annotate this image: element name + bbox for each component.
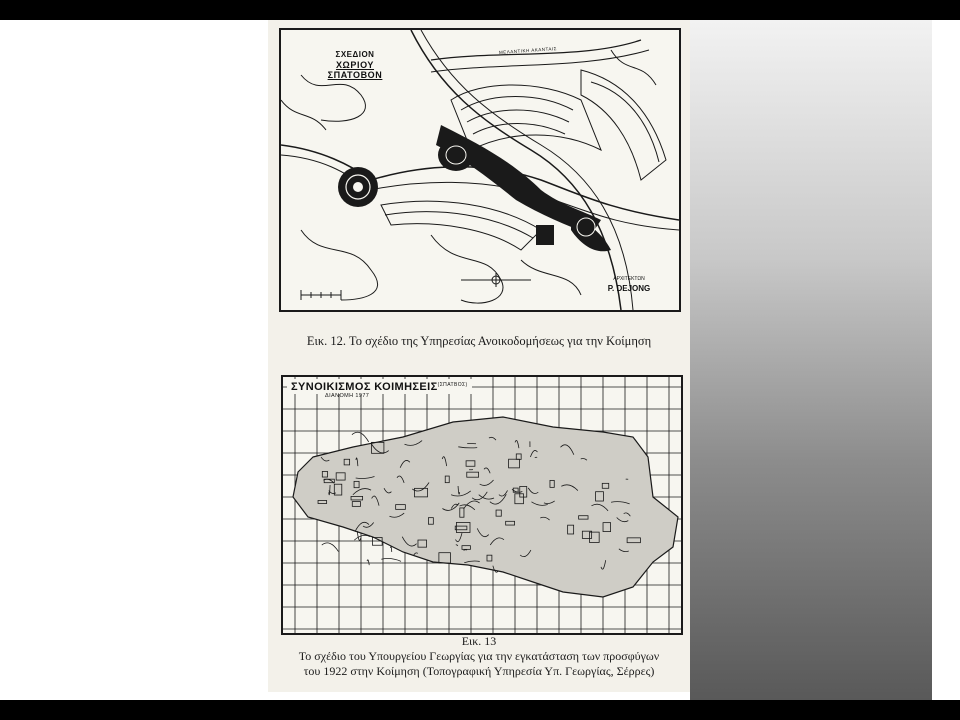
- figure-12-title-top: ΣΧΕΔΙΟΝ: [335, 50, 375, 59]
- figure-13-drawing: [283, 377, 681, 633]
- figure-13-subtitle: ΔΙΑΝΟΜΗ 1977: [325, 393, 370, 399]
- figure-13-caption-line1: Το σχέδιο του Υπουργείου Γεωργίας για την εγκατάσταση των προσφύγων: [298, 649, 660, 663]
- side-gradient-panel: [690, 20, 932, 700]
- right-margin: [932, 20, 960, 700]
- figure-12-architect-name: P. DEJONG: [607, 284, 651, 293]
- figure-12-architect-label: ΑΡΧΙΤΕΚΤΩΝ: [613, 276, 645, 282]
- scanned-book-page: [268, 20, 690, 692]
- figure-13-title: [287, 379, 472, 394]
- figure-12-title-main: ΧΩΡΙΟΥ ΣΠΑΤΟΒΟΝ: [327, 60, 383, 80]
- figure-12-road-label: ΜΕΛΑΝΤΙΚΗ ΑΚΑΝΤΑΙΣ: [498, 45, 558, 56]
- figure-13-caption: [268, 634, 690, 679]
- figure-13-caption-line2: του 1922 στην Κοίμηση (Τοπογραφική Υπηρεσία Υπ. Γεωργίας, Σέρρες): [303, 664, 655, 678]
- bottom-letterbox-bar: [0, 700, 960, 720]
- figure-13-map: [281, 375, 683, 635]
- figure-12-caption: Εικ. 12. Το σχέδιο της Υπηρεσίας Ανοικοδομήσεως για την Κοίμηση: [306, 334, 652, 348]
- figure-13-caption-label: Εικ. 13: [461, 634, 497, 648]
- figure-13-title-suffix: (ΣΠΑΤΒΟΣ): [437, 382, 468, 388]
- figure-13-title-text: ΣΥΝΟΙΚΙΣΜΟΣ ΚΟΙΜΗΣΕΙΣ: [291, 381, 438, 393]
- top-letterbox-bar: [0, 0, 960, 20]
- figure-12-map: [279, 28, 681, 312]
